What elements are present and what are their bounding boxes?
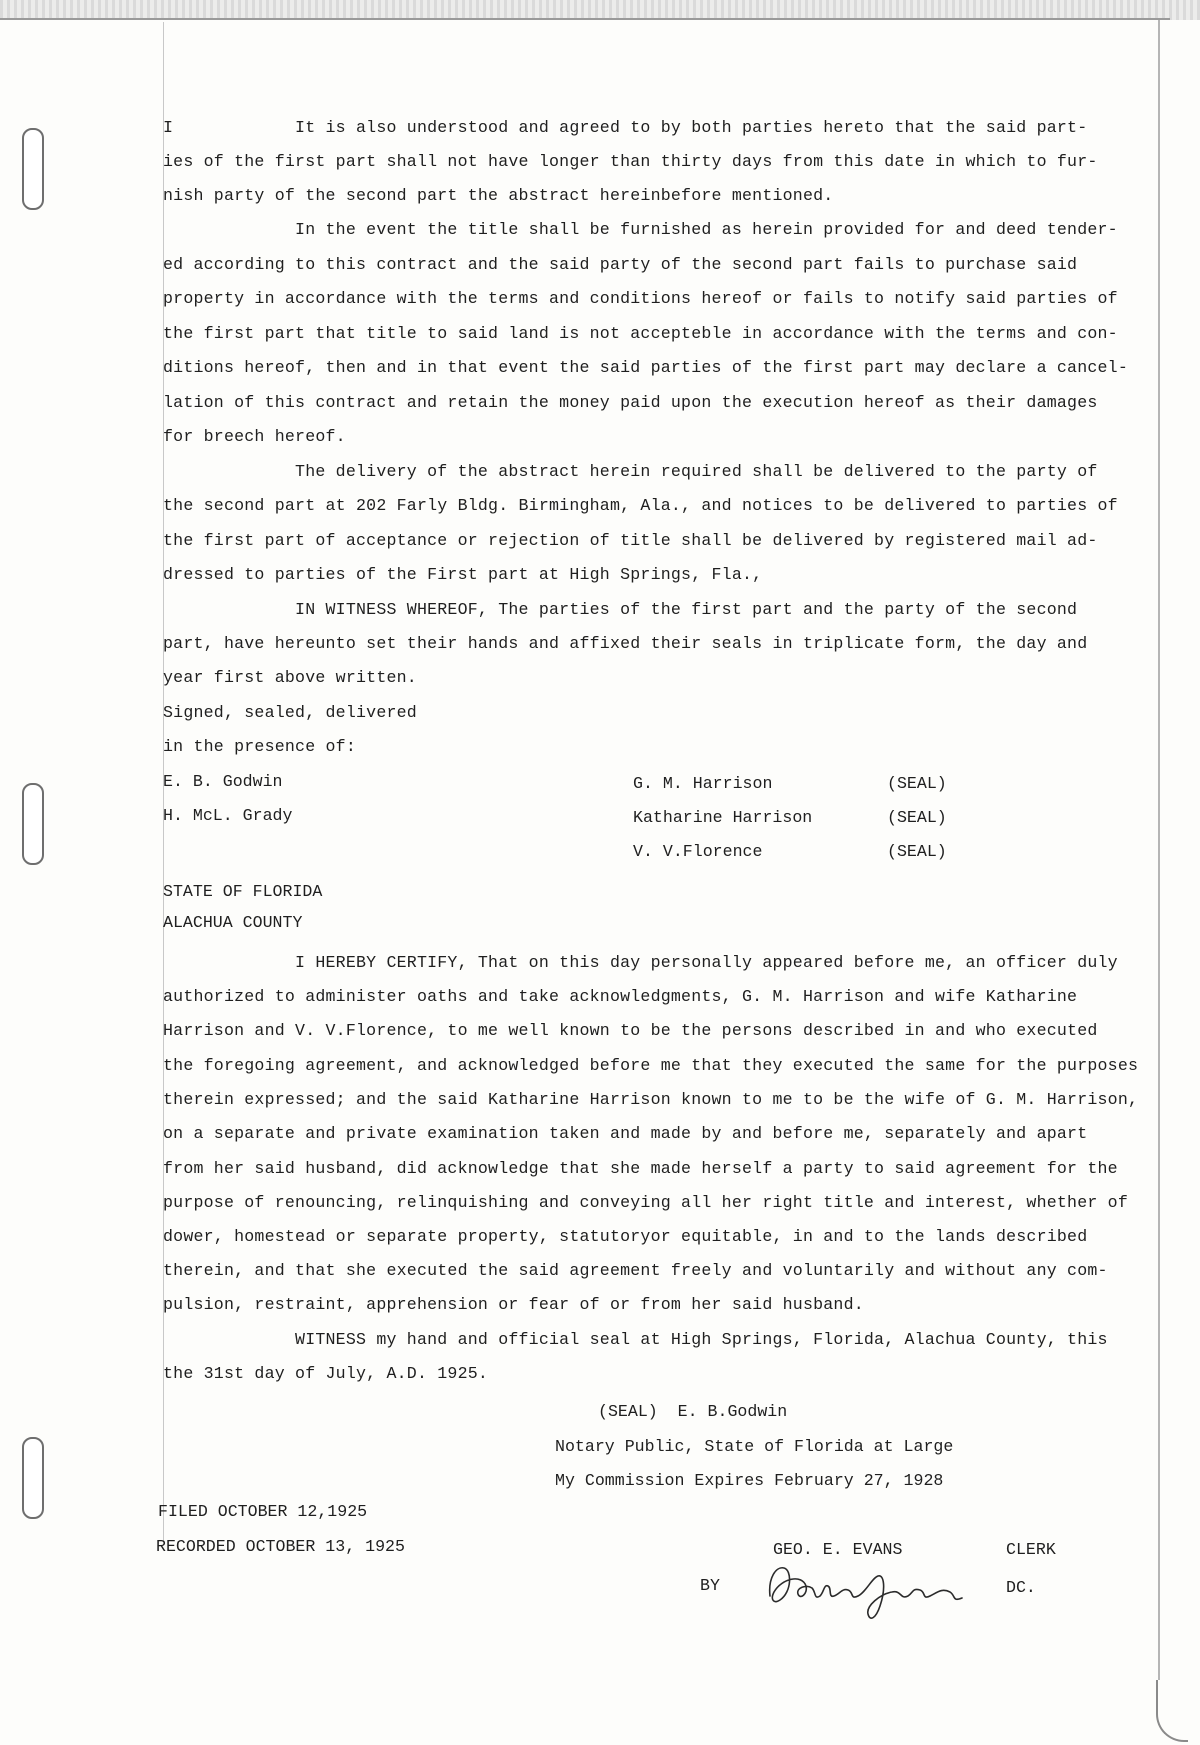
text-line: ditions hereof, then and in that event the said parties of the first part may declare a cancel- — [163, 358, 1128, 377]
scan-top-edge — [0, 0, 1200, 20]
text-line: the foregoing agreement, and acknowledged before me that they executed the same for the purposes — [163, 1056, 1139, 1075]
text-line: from her said husband, did acknowledge that she made herself a party to said agreement for the — [163, 1159, 1118, 1178]
clerk-name: GEO. E. EVANS — [773, 1540, 903, 1559]
text-line: I It is also understood and agreed to by both parties hereto that the said part- — [163, 118, 1088, 137]
text-line: for breech hereof. — [163, 427, 346, 446]
text-line: dressed to parties of the First part at High Springs, Fla., — [163, 565, 763, 584]
recorded-date: RECORDED OCTOBER 13, 1925 — [156, 1537, 405, 1556]
text-line: property in accordance with the terms and conditions hereof or fails to notify said parties of — [163, 289, 1118, 308]
text-line: WITNESS my hand and official seal at High Springs, Florida, Alachua County, this — [163, 1330, 1108, 1349]
binder-hole-bottom — [22, 1437, 44, 1519]
text-line: the first part that title to said land is not accepteble in accordance with the terms and con- — [163, 324, 1118, 343]
state-heading: STATE OF FLORIDA — [163, 882, 323, 901]
scan-top-line — [0, 18, 1170, 20]
text-line: the second part at 202 Farly Bldg. Birmingham, Ala., and notices to be delivered to parties of — [163, 496, 1118, 515]
filed-date: FILED OCTOBER 12,1925 — [158, 1502, 368, 1521]
text-line: pulsion, restraint, apprehension or fear of or from her said husband. — [163, 1295, 864, 1314]
text-line: I HEREBY CERTIFY, That on this day personally appeared before me, an officer duly — [163, 953, 1118, 972]
presence-line: in the presence of: — [163, 737, 356, 756]
witness-name: H. McL. Grady — [163, 806, 293, 825]
text-line: therein expressed; and the said Katharine Harrison known to me to be the wife of G. M. Harrison, — [163, 1090, 1139, 1109]
notary-commission: My Commission Expires February 27, 1928 — [555, 1471, 944, 1490]
clerk-title: CLERK — [1006, 1540, 1056, 1559]
text-line: the first part of acceptance or rejection of title shall be delivered by registered mail ad- — [163, 531, 1098, 550]
binder-hole-middle — [22, 783, 44, 865]
binder-hole-top — [22, 128, 44, 210]
witness-name: E. B. Godwin — [163, 772, 283, 791]
page-corner-curl — [1156, 1680, 1188, 1742]
handwritten-signature — [762, 1548, 992, 1628]
by-label: BY — [700, 1576, 720, 1595]
seal-mark: (SEAL) — [887, 842, 947, 861]
page-right-edge — [1158, 20, 1160, 1680]
signer-name: V. V.Florence — [633, 842, 763, 861]
notary-title: Notary Public, State of Florida at Large — [555, 1437, 954, 1456]
signer-name: G. M. Harrison — [633, 774, 773, 793]
text-line: In the event the title shall be furnished as herein provided for and deed tender- — [163, 220, 1118, 239]
text-line: ed according to this contract and the said party of the second part fails to purchase said — [163, 255, 1078, 274]
text-line: authorized to administer oaths and take acknowledgments, G. M. Harrison and wife Katharine — [163, 987, 1078, 1006]
seal-mark: (SEAL) — [887, 774, 947, 793]
text-line: ies of the first part shall not have longer than thirty days from this date in which to fur- — [163, 152, 1098, 171]
text-line: lation of this contract and retain the money paid upon the execution hereof as their damages — [163, 393, 1098, 412]
signer-name: Katharine Harrison — [633, 808, 813, 827]
text-line: nish party of the second part the abstract hereinbefore mentioned. — [163, 186, 834, 205]
text-line: The delivery of the abstract herein required shall be delivered to the party of — [163, 462, 1098, 481]
text-line: IN WITNESS WHEREOF, The parties of the first part and the party of the second — [163, 600, 1078, 619]
text-line: year first above written. — [163, 668, 417, 687]
seal-mark: (SEAL) — [887, 808, 947, 827]
text-line: dower, homestead or separate property, statutoryor equitable, in and to the lands described — [163, 1227, 1088, 1246]
signed-line: Signed, sealed, delivered — [163, 703, 417, 722]
county-heading: ALACHUA COUNTY — [163, 913, 303, 932]
text-line: part, have hereunto set their hands and affixed their seals in triplicate form, the day and — [163, 634, 1088, 653]
text-line: therein, and that she executed the said agreement freely and voluntarily and without any com- — [163, 1261, 1108, 1280]
text-line: purpose of renouncing, relinquishing and conveying all her right title and interest, whether of — [163, 1193, 1128, 1212]
notary-seal-line: (SEAL) E. B.Godwin — [598, 1402, 788, 1421]
text-line: the 31st day of July, A.D. 1925. — [163, 1364, 489, 1383]
deputy-clerk-label: DC. — [1006, 1578, 1036, 1597]
text-line: on a separate and private examination taken and made by and before me, separately and apart — [163, 1124, 1088, 1143]
text-line: Harrison and V. V.Florence, to me well known to be the persons described in and who executed — [163, 1021, 1098, 1040]
